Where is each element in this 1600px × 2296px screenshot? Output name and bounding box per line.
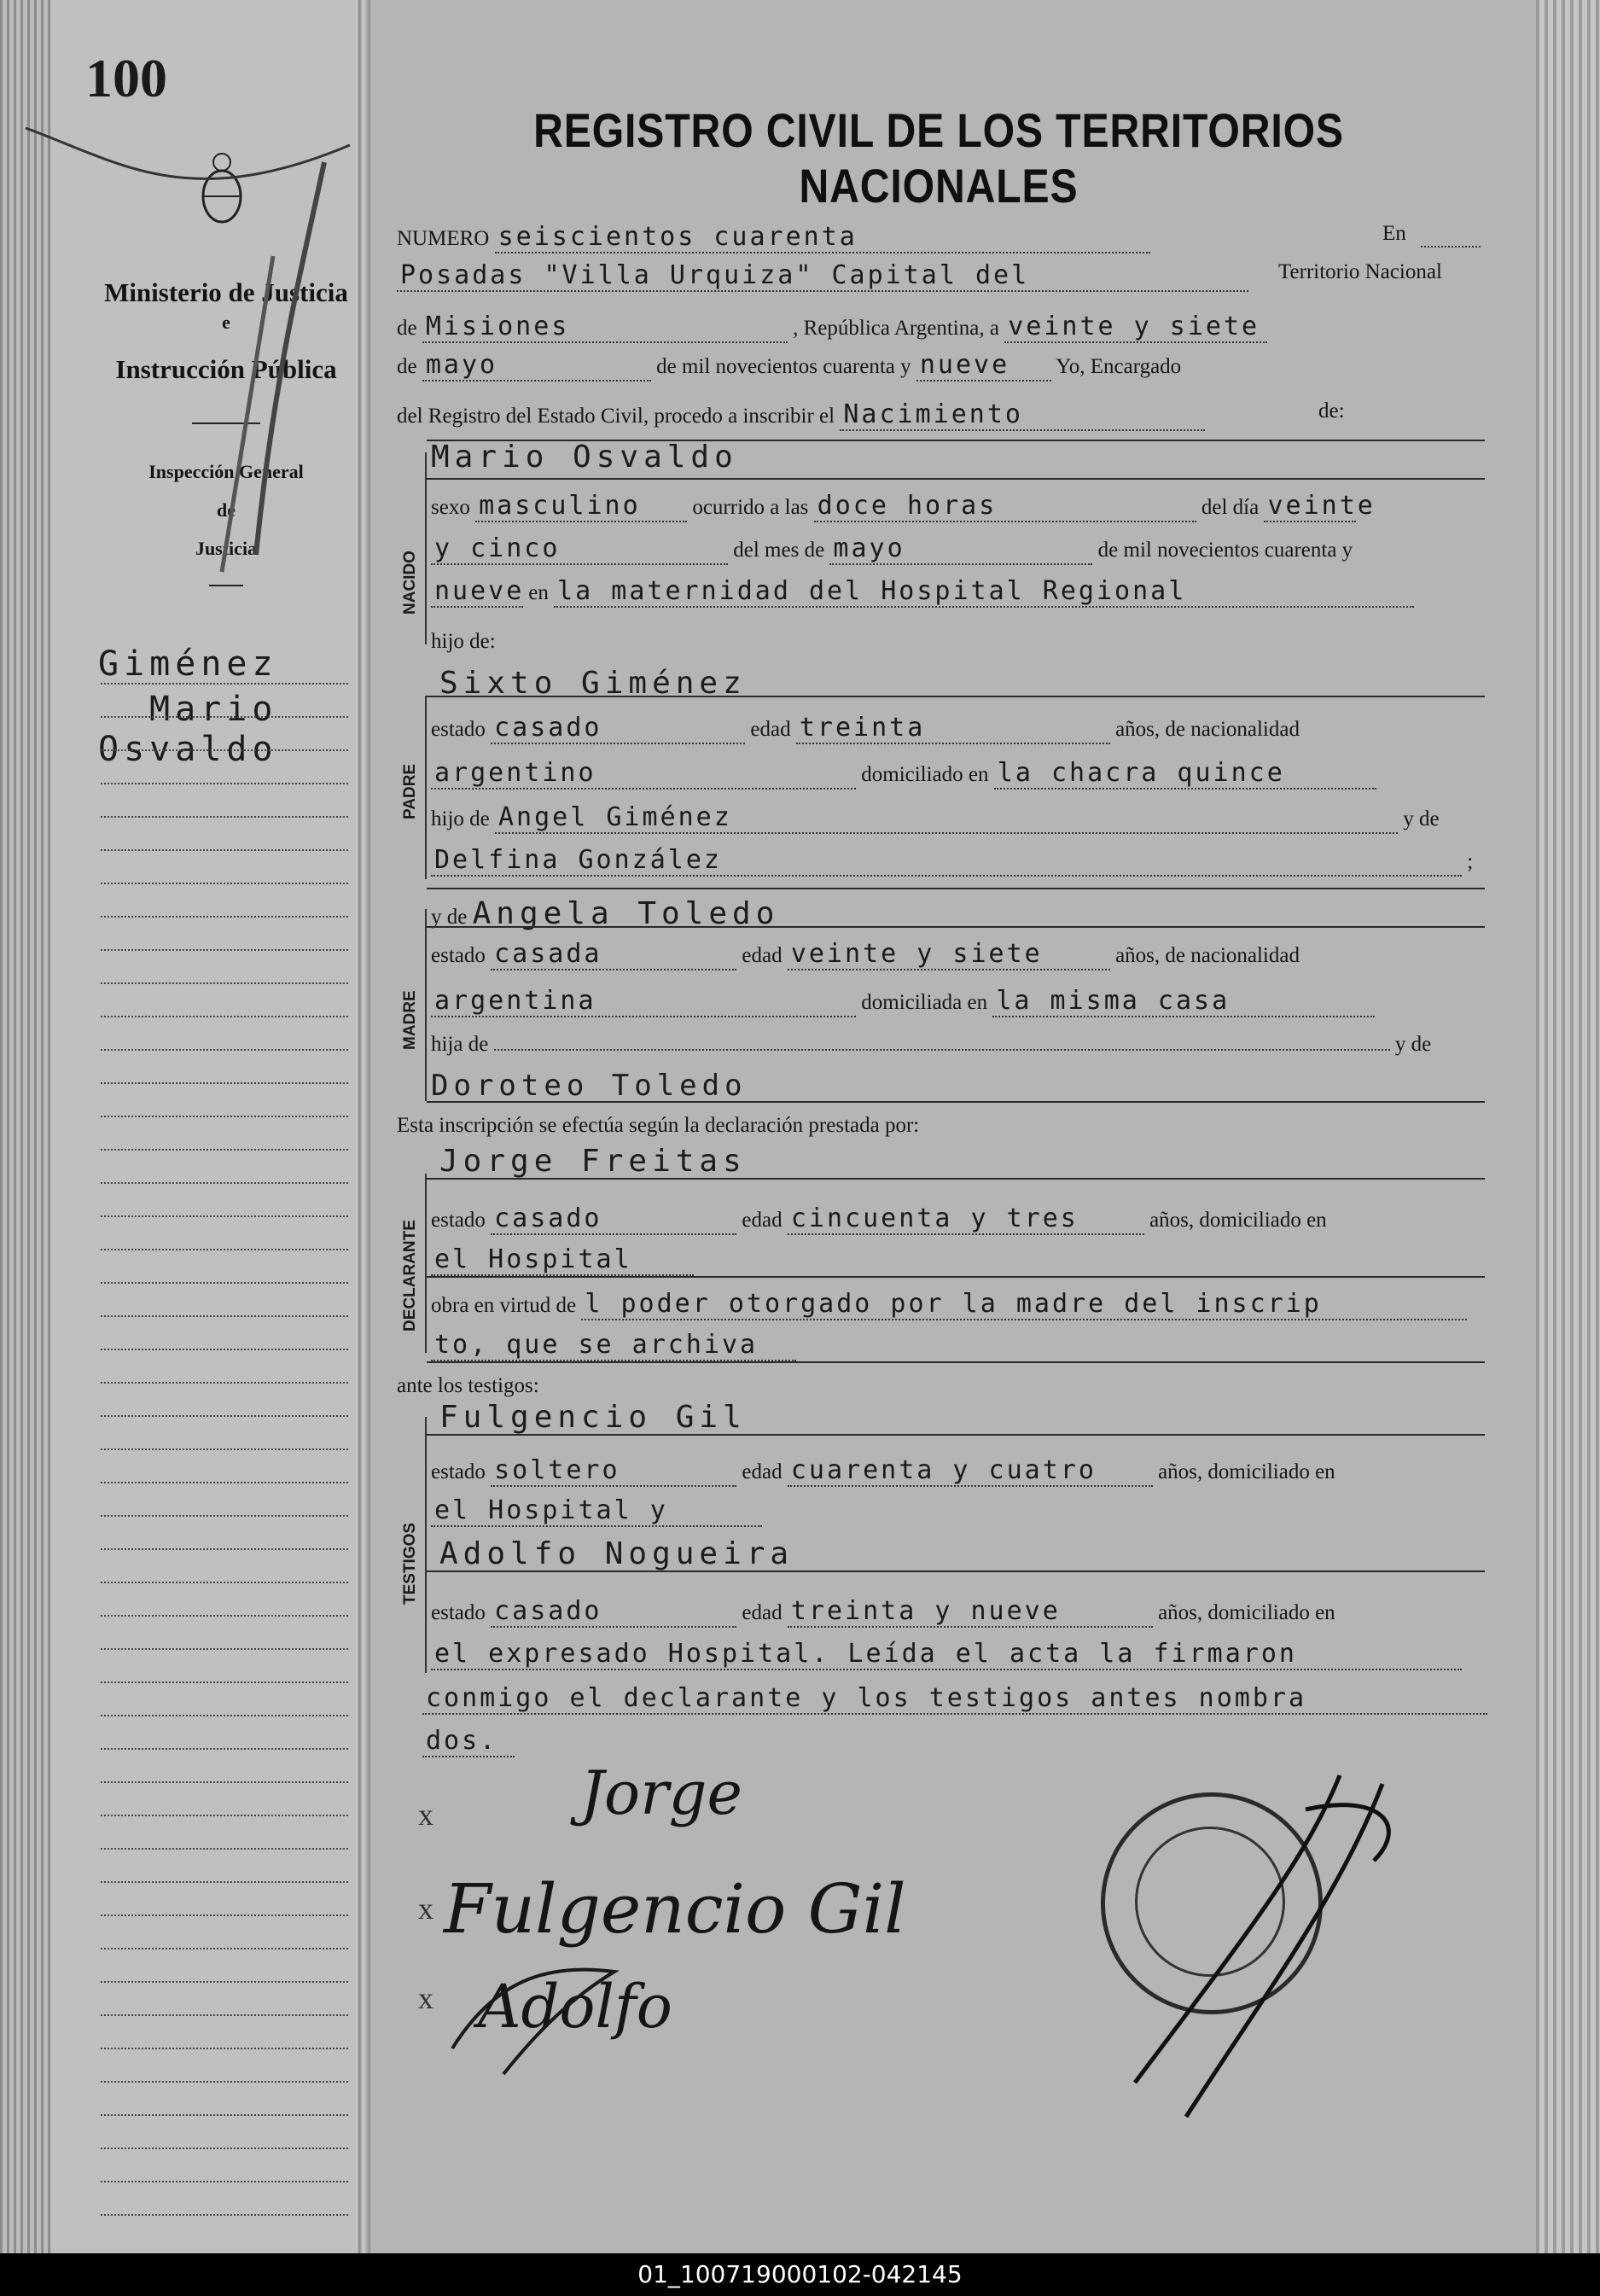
margin-rule bbox=[101, 1282, 348, 1284]
mes-label: del mes de bbox=[733, 539, 825, 562]
testigo1-domicilio-row bbox=[431, 1495, 1523, 1527]
madre-estado-row bbox=[431, 939, 1523, 970]
obra-value-2: to, que se archiva bbox=[431, 1330, 796, 1361]
ministry-e: e bbox=[222, 312, 230, 333]
ministry-line1: Ministerio de Justicia bbox=[104, 277, 348, 307]
margin-rule bbox=[101, 1249, 348, 1250]
domicilio-label: años, domiciliado en bbox=[1158, 1460, 1335, 1483]
margin-rule bbox=[101, 949, 348, 951]
right-page-edges bbox=[1536, 0, 1600, 2253]
margin-rule bbox=[101, 2214, 348, 2216]
margin-rule bbox=[101, 1715, 348, 1716]
obra-value: l poder otorgado por la madre del inscrip bbox=[581, 1289, 1467, 1320]
lugar-value: la maternidad del Hospital Regional bbox=[554, 576, 1414, 608]
margin-rule bbox=[101, 1781, 348, 1783]
closing-text-1: conmigo el declarante y los testigos antes nombra bbox=[422, 1683, 1487, 1715]
margin-rule bbox=[101, 1815, 348, 1816]
margin-given-name: Mario bbox=[149, 690, 278, 729]
padre-bracket bbox=[425, 696, 427, 879]
madre-estado-value: casada bbox=[491, 939, 736, 970]
margin-rule bbox=[101, 982, 348, 984]
declarante-domicilio-value: el Hospital bbox=[431, 1244, 694, 1276]
margin-rule bbox=[101, 2014, 348, 2016]
margin-rule bbox=[101, 1748, 348, 1750]
margin-rule bbox=[101, 1215, 348, 1217]
madre-hija-row bbox=[431, 1029, 1523, 1057]
signature-declarante: Jorge bbox=[580, 1758, 742, 1828]
anio-value: nueve bbox=[431, 576, 523, 608]
ministry-line2: Instrucción Pública bbox=[115, 354, 337, 384]
registro-row bbox=[397, 399, 1489, 431]
hijo-suffix: de: bbox=[469, 630, 496, 653]
padre-mother-value: Delfina González bbox=[431, 845, 1462, 877]
margin-rule bbox=[101, 1681, 348, 1683]
padre-edad-value: treinta bbox=[796, 713, 1110, 744]
rule bbox=[427, 1361, 1485, 1363]
registro-label: del Registro del Estado Civil, procedo a inscribir el bbox=[397, 405, 835, 428]
yo-label: Yo, Encargado bbox=[1056, 355, 1182, 378]
hija-de-label: hija de bbox=[431, 1033, 489, 1056]
domicilio-label: años, domiciliado en bbox=[1158, 1601, 1335, 1624]
nacionalidad-label: años, de nacionalidad bbox=[1115, 944, 1300, 967]
numero-row bbox=[397, 222, 1489, 253]
testigo2-estado-row bbox=[431, 1596, 1523, 1628]
declarante-bracket bbox=[425, 1174, 427, 1353]
month-value: mayo bbox=[422, 350, 651, 382]
republica-label: , República Argentina, a bbox=[793, 317, 999, 340]
signature-scribble bbox=[444, 1946, 666, 2091]
inspection-line2: de bbox=[217, 499, 236, 521]
padre-nacionalidad-value: argentino bbox=[431, 758, 856, 790]
nacido-name: Mario Osvaldo bbox=[431, 440, 738, 475]
padre-estado-row bbox=[431, 713, 1523, 744]
madre-edad-value: veinte y siete bbox=[788, 939, 1110, 970]
inspection-line3: Justicia bbox=[195, 538, 258, 559]
act-value: Nacimiento bbox=[840, 399, 1205, 431]
dotted-fill bbox=[1421, 222, 1481, 248]
testigo2-domicilio-value: el expresado Hospital. Leída el acta la firmaron bbox=[431, 1639, 1462, 1670]
domicilio-label: años, domiciliado en bbox=[1149, 1209, 1327, 1232]
closing-text-2: dos. bbox=[422, 1726, 515, 1757]
estado-label: estado bbox=[431, 944, 486, 967]
hijo-de-label: hijo de bbox=[431, 807, 490, 830]
madre-nacionalidad-value: argentina bbox=[431, 986, 856, 1017]
declarante-estado-value: casado bbox=[491, 1203, 736, 1235]
page-number: 100 bbox=[85, 48, 167, 108]
obra-label: obra en virtud de bbox=[431, 1294, 577, 1317]
hijo-row bbox=[431, 630, 1523, 654]
margin-rule bbox=[101, 1881, 348, 1883]
de-colon: de: bbox=[1318, 399, 1345, 422]
dia-value-2: y cinco bbox=[431, 533, 728, 565]
sexo-value: masculino bbox=[475, 491, 687, 522]
edad-label: edad bbox=[742, 944, 783, 967]
margin-rule bbox=[101, 1415, 348, 1417]
lugar-row bbox=[431, 576, 1523, 608]
rule bbox=[427, 1434, 1485, 1436]
nacionalidad-label: años, de nacionalidad bbox=[1115, 718, 1300, 741]
rule bbox=[427, 1178, 1485, 1180]
margin-rule bbox=[101, 1016, 348, 1017]
madre-label: MADRE bbox=[401, 990, 419, 1050]
en-label: en bbox=[528, 581, 549, 604]
territory-row bbox=[397, 312, 1489, 343]
estado-label: estado bbox=[431, 1209, 486, 1232]
edad-label: edad bbox=[742, 1601, 783, 1624]
signature-testigo-2: Adolfo bbox=[478, 1972, 672, 2042]
x-mark: x bbox=[418, 1891, 433, 1926]
closing-row-2 bbox=[422, 1726, 1515, 1757]
padre-domicilio-row bbox=[431, 758, 1523, 790]
madre-name: Angela Toledo bbox=[472, 896, 780, 931]
padre-father-value: Angel Giménez bbox=[495, 802, 1398, 834]
margin-rule bbox=[101, 1548, 348, 1550]
sexo-label: sexo bbox=[431, 496, 470, 519]
rule bbox=[427, 888, 1485, 889]
de-label: de bbox=[397, 317, 417, 340]
year-value: nueve bbox=[916, 350, 1051, 382]
testigo1-estado-row bbox=[431, 1455, 1523, 1487]
testigo1-name-row bbox=[439, 1400, 1532, 1435]
margin-rule bbox=[101, 2181, 348, 2182]
page-title: REGISTRO CIVIL DE LOS TERRITORIOS NACIONALES bbox=[533, 103, 1344, 213]
rule bbox=[427, 696, 1485, 697]
padre-hijo-row bbox=[431, 802, 1523, 834]
nacido-bracket bbox=[425, 452, 427, 644]
dotted-fill bbox=[494, 1029, 1390, 1051]
margin-rule bbox=[101, 1848, 348, 1850]
margin-second-name: Osvaldo bbox=[98, 730, 278, 769]
month-row bbox=[397, 350, 1489, 382]
testigo2-edad-value: treinta y nueve bbox=[788, 1596, 1153, 1628]
margin-rule bbox=[101, 816, 348, 818]
margin-rule bbox=[101, 883, 348, 884]
margin-rule bbox=[101, 2081, 348, 2083]
signature-testigo-1: Fulgencio Gil bbox=[444, 1869, 906, 1949]
rule bbox=[427, 1570, 1485, 1572]
testigos-label: TESTIGOS bbox=[401, 1522, 419, 1605]
margin-rule bbox=[101, 716, 348, 718]
madre-mother-value: Doroteo Toledo bbox=[431, 1069, 748, 1103]
territorio-label: Territorio Nacional bbox=[1278, 260, 1442, 283]
mes-row bbox=[431, 533, 1523, 565]
estado-label: estado bbox=[431, 1460, 486, 1483]
margin-rule bbox=[101, 2114, 348, 2116]
margin-rule bbox=[101, 783, 348, 784]
madre-mother-row bbox=[431, 1069, 1523, 1103]
padre-mother-row bbox=[431, 845, 1523, 877]
margin-rule bbox=[101, 1515, 348, 1517]
x-mark: x bbox=[418, 1798, 433, 1832]
declarante-name: Jorge Freitas bbox=[439, 1144, 747, 1179]
de-label: de bbox=[397, 355, 417, 378]
padre-label: PADRE bbox=[401, 763, 419, 819]
hora-value: doce horas bbox=[814, 491, 1196, 522]
madre-domicilio-value: la misma casa bbox=[992, 986, 1375, 1017]
mes-value: mayo bbox=[829, 533, 1092, 565]
margin-rule bbox=[101, 1149, 348, 1151]
edad-label: edad bbox=[742, 1209, 783, 1232]
padre-estado-value: casado bbox=[491, 713, 745, 744]
testigo2-name-row bbox=[439, 1536, 1532, 1571]
margin-rule bbox=[101, 1448, 348, 1450]
declarante-intro: Esta inscripción se efectúa según la declaración prestada por: bbox=[397, 1114, 920, 1137]
margin-rule bbox=[101, 2147, 348, 2149]
edad-label: edad bbox=[750, 718, 791, 741]
rule bbox=[427, 926, 1485, 928]
margin-rule bbox=[101, 849, 348, 851]
rule bbox=[427, 478, 1485, 480]
padre-name: Sixto Giménez bbox=[439, 666, 747, 701]
sexo-row bbox=[431, 491, 1523, 522]
margin-rule bbox=[101, 749, 348, 751]
margin-rule bbox=[101, 2048, 348, 2049]
declarante-name-row bbox=[439, 1144, 1532, 1179]
margin-rule bbox=[101, 1615, 348, 1617]
place-value: Posadas "Villa Urquiza" Capital del bbox=[397, 260, 1248, 292]
madre-bracket bbox=[425, 909, 427, 1101]
officer-signature bbox=[981, 1758, 1425, 2151]
testigo1-estado-value: soltero bbox=[491, 1455, 736, 1487]
margin-rule bbox=[101, 1582, 348, 1583]
day-value: veinte y siete bbox=[1004, 312, 1267, 343]
dia-value: veinte bbox=[1264, 491, 1356, 522]
margin-surname: Giménez bbox=[98, 644, 278, 684]
numero-label: NUMERO bbox=[397, 227, 490, 250]
territory-value: Misiones bbox=[422, 312, 788, 343]
nacido-name-row bbox=[431, 440, 1523, 475]
testigo1-edad-value: cuarenta y cuatro bbox=[788, 1455, 1153, 1487]
numero-value: seiscientos cuarenta bbox=[495, 222, 1150, 253]
semicolon: ; bbox=[1467, 850, 1474, 873]
declarante-domicilio-row bbox=[431, 1244, 1523, 1276]
estado-label: estado bbox=[431, 718, 486, 741]
testigo1-name: Fulgencio Gil bbox=[439, 1400, 747, 1435]
rule bbox=[427, 1101, 1485, 1103]
scan-footer: 01_100719000102-042145 bbox=[0, 2253, 1600, 2296]
margin-rule bbox=[101, 683, 348, 685]
edad-label: edad bbox=[742, 1460, 783, 1483]
rule bbox=[427, 1276, 1485, 1278]
margin-rule bbox=[101, 1049, 348, 1051]
margin-rule bbox=[101, 1116, 348, 1117]
nacido-label: NACIDO bbox=[401, 551, 419, 615]
declarante-edad-value: cincuenta y tres bbox=[788, 1203, 1144, 1235]
declarante-label: DECLARANTE bbox=[401, 1220, 419, 1332]
declarante-obra-row bbox=[431, 1289, 1523, 1320]
declarante-obra-row-2 bbox=[431, 1330, 1523, 1361]
testigos-intro: ante los testigos: bbox=[397, 1374, 539, 1397]
y-de-label: y de bbox=[431, 906, 468, 929]
margin-rule bbox=[101, 1482, 348, 1483]
y-de-label: y de bbox=[1394, 1033, 1432, 1056]
dia-label: del día bbox=[1201, 496, 1260, 519]
margin-rule bbox=[101, 1914, 348, 1916]
estado-label: estado bbox=[431, 1601, 486, 1624]
inspection-line1: Inspección General bbox=[148, 461, 304, 482]
domicilio-label: domiciliado en bbox=[861, 763, 989, 786]
margin-rule bbox=[101, 1981, 348, 1983]
declarante-estado-row bbox=[431, 1203, 1523, 1235]
testigo2-name: Adolfo Nogueira bbox=[439, 1536, 794, 1571]
margin-rule bbox=[101, 1182, 348, 1184]
padre-domicilio-value: la chacra quince bbox=[994, 758, 1376, 790]
pencil-scribble bbox=[17, 111, 375, 589]
margin-rule bbox=[101, 1648, 348, 1650]
hijo-label: hijo bbox=[431, 630, 464, 653]
ocurrido-label: ocurrido a las bbox=[692, 496, 809, 519]
closing-row-1 bbox=[422, 1683, 1515, 1715]
margin-rule bbox=[101, 1349, 348, 1350]
testigo2-domicilio-row bbox=[431, 1639, 1523, 1670]
testigo1-domicilio-value: el Hospital y bbox=[431, 1495, 762, 1527]
margin-rule bbox=[101, 916, 348, 918]
en-label: En bbox=[1382, 222, 1406, 245]
year-label: de mil novecientos cuarenta y bbox=[656, 355, 911, 378]
testigos-bracket bbox=[425, 1417, 427, 1673]
madre-domicilio-row bbox=[431, 986, 1523, 1017]
place-row bbox=[397, 260, 1489, 292]
domicilio-label: domiciliada en bbox=[861, 991, 988, 1014]
y-de-label: y de bbox=[1403, 807, 1440, 830]
margin-rule bbox=[101, 1948, 348, 1949]
margin-rule bbox=[101, 1082, 348, 1084]
x-mark: x bbox=[418, 1981, 433, 2015]
anio-label: de mil novecientos cuarenta y bbox=[1097, 539, 1353, 562]
margin-rule bbox=[101, 1315, 348, 1317]
testigo2-estado-value: casado bbox=[491, 1596, 736, 1628]
margin-rule bbox=[101, 1382, 348, 1384]
